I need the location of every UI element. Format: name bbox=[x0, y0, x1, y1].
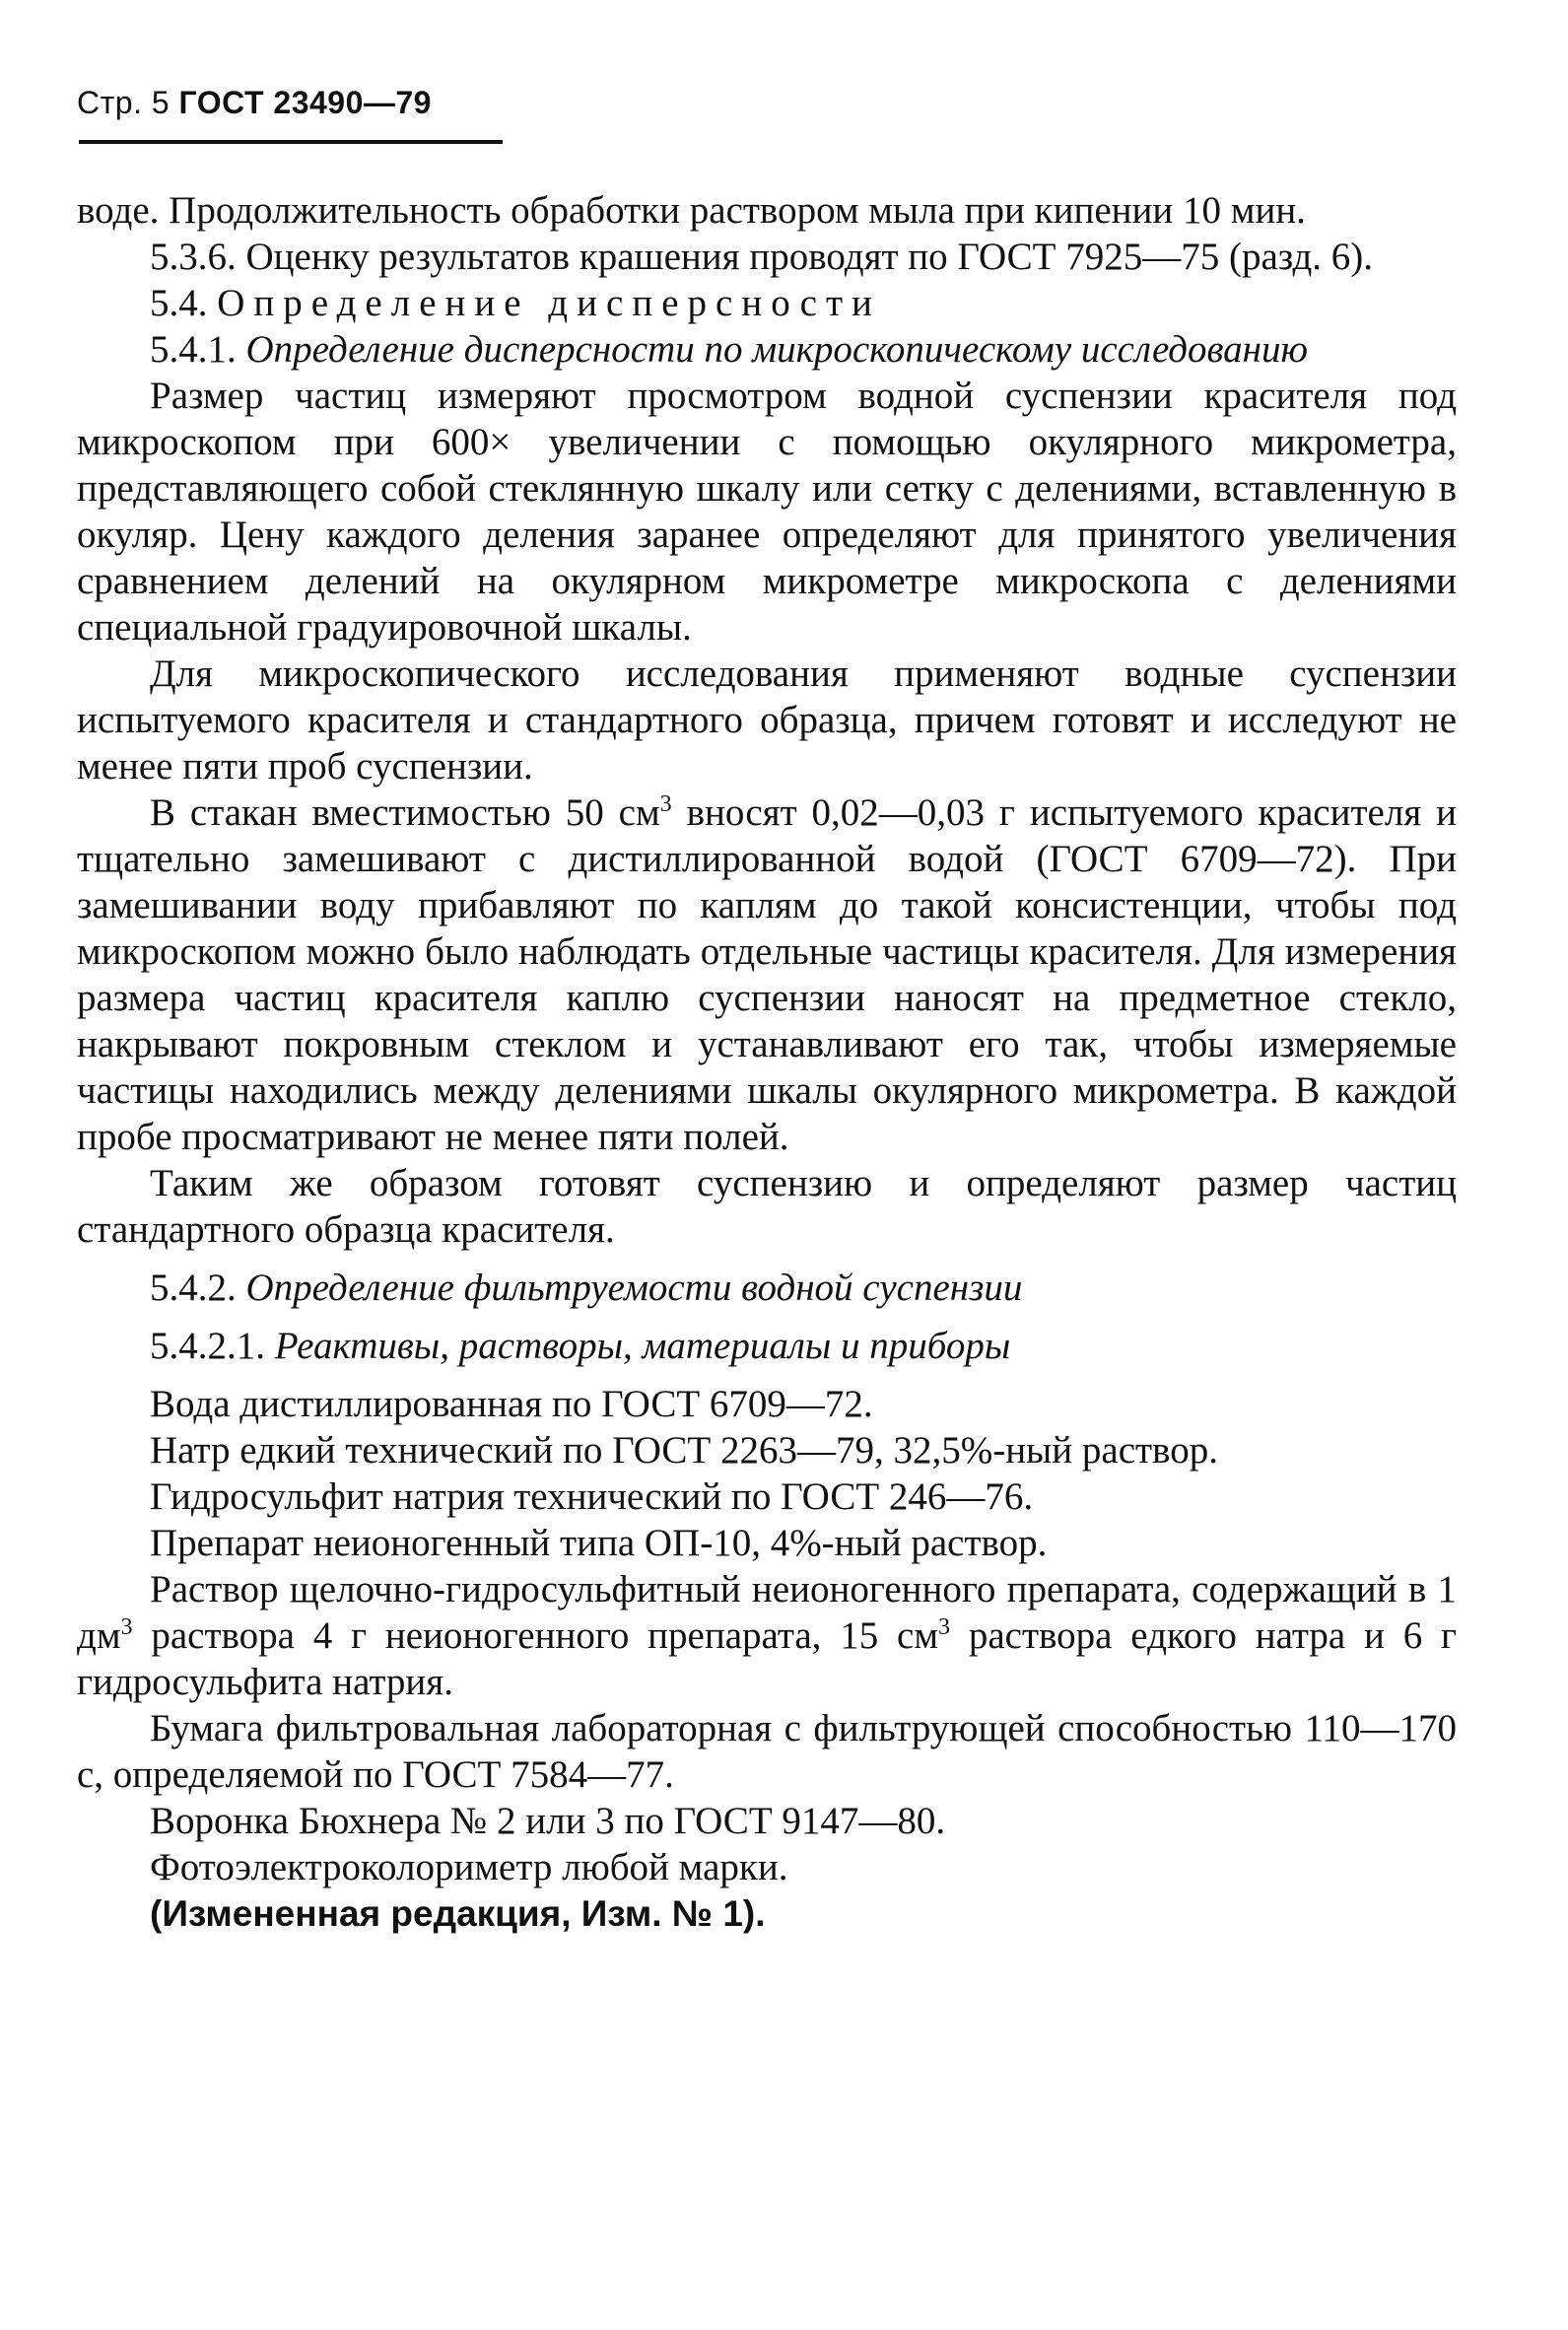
list-item-buchner-funnel: Воронка Бюхнера № 2 или 3 по ГОСТ 9147—80. bbox=[150, 1800, 946, 1842]
paragraph-5-3-6: 5.3.6. Оценку результатов крашения проводят по ГОСТ 7925—75 (разд. 6). bbox=[150, 236, 1374, 278]
list-item-caustic-soda: Натр едкий технический по ГОСТ 2263—79, 32,5%-ный раствор. bbox=[150, 1429, 1218, 1472]
list-item-sodium-hydrosulfite: Гидросульфит натрия технический по ГОСТ 246—76. bbox=[150, 1475, 1034, 1518]
document-code: ГОСТ 23490—79 bbox=[178, 85, 432, 120]
heading-5-4-2-number: 5.4.2. bbox=[150, 1267, 237, 1309]
list-item-distilled-water: Вода дистиллированная по ГОСТ 6709—72. bbox=[150, 1383, 873, 1425]
paragraph-standard-sample: Таким же образом готовят суспензию и определяют размер частиц стандартного образца красителя. bbox=[77, 1162, 1457, 1251]
heading-5-4-1-number: 5.4.1. bbox=[150, 328, 237, 371]
paragraph-sample-preparation: В стакан вместимостью 50 $см^3$ вносят 0,02—0,03 г испытуемого красителя и тщательно замешивают с дистиллированной водой (ГОСТ 6709—72). При замешивании воду прибавляют по каплям до такой консистенции, чтобы под микроскопом можно было наблюдать отдельные частицы красителя. Для измерения размера частиц красителя каплю суспензии наносят на предметное стекло, накрывают покровным стеклом и устанавливают его так, чтобы измеряемые частицы находились между делениями шкалы окулярного микрометра. В каждой пробе просматривают не менее пяти полей. bbox=[77, 791, 1457, 1158]
heading-5-4-2-1-title: Реактивы, растворы, материалы и приборы bbox=[274, 1325, 1011, 1367]
heading-5-4 bbox=[77, 280, 1457, 326]
heading-5-4-2 bbox=[77, 1265, 1457, 1311]
heading-5-4-2-1 bbox=[77, 1323, 1457, 1369]
list-item-colorimeter: Фотоэлектроколориметр любой марки. bbox=[150, 1846, 788, 1888]
page-number: Стр. 5 bbox=[77, 85, 170, 120]
paragraph-boiling-time: воде. Продолжительность обработки раствором мыла при кипении 10 мин. bbox=[77, 189, 1306, 232]
heading-5-4-1 bbox=[77, 326, 1457, 373]
heading-5-4-title: Определение дисперсности bbox=[217, 282, 881, 324]
paragraph-particle-size: Размер частиц измеряют просмотром водной суспензии красителя под микроскопом при 600× увеличении с помощью окулярного микрометра, представляющего собой стеклянную шкалу или сетку с делениями, вставленную в окуляр. Цену каждого деления заранее определяют для принятого увеличения сравнением делений на окулярном микрометре микроскопа с делениями специальной градуировочной шкалы. bbox=[77, 375, 1457, 649]
amendment-note: (Измененная редакция, Изм. № 1). bbox=[150, 1893, 766, 1934]
document-body bbox=[77, 187, 1457, 1937]
page-header bbox=[77, 85, 432, 121]
list-item-alkaline-solution: Раствор щелочно-гидросульфитный неионогенного препарата, содержащий в 1 $дм^3$ раствора 4 г неионогенного препарата, 15 $см^3$ раствора едкого натра и 6 г гидросульфита натрия. bbox=[77, 1568, 1457, 1703]
paragraph-microscopic-study: Для микроскопического исследования применяют водные суспензии испытуемого красителя и стандартного образца, причем готовят и исследуют не менее пяти проб суспензии. bbox=[77, 652, 1457, 788]
header-divider bbox=[79, 140, 503, 144]
heading-5-4-number: 5.4. bbox=[150, 282, 208, 324]
list-item-op10: Препарат неионогенный типа ОП-10, 4%-ный раствор. bbox=[150, 1522, 1048, 1564]
heading-5-4-1-title: Определение дисперсности по микроскопическому исследованию bbox=[245, 328, 1309, 371]
list-item-filter-paper: Бумага фильтровальная лабораторная с фильтрующей способностью 110—170 с, определяемой по ГОСТ 7584—77. bbox=[77, 1707, 1457, 1796]
heading-5-4-2-1-number: 5.4.2.1. bbox=[150, 1325, 265, 1367]
heading-5-4-2-title: Определение фильтруемости водной суспензии bbox=[245, 1267, 1023, 1309]
